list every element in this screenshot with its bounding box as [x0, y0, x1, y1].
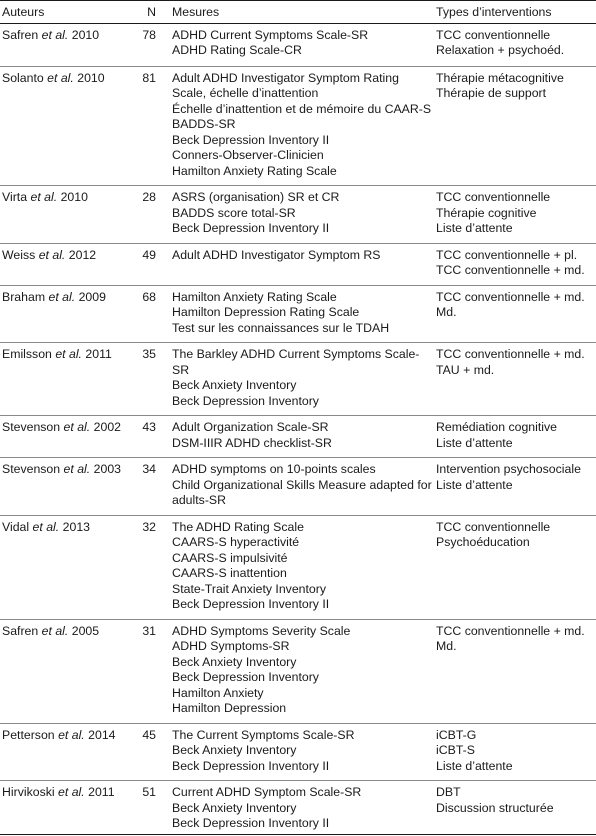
n-cell: 51	[136, 781, 170, 835]
types-cell	[434, 619, 596, 723]
header-n: N	[136, 1, 170, 24]
measure-item: ADHD Rating Scale-CR	[172, 43, 302, 57]
author-year: 2003	[93, 462, 121, 476]
header-types: Types d’interventions	[434, 1, 596, 24]
author-year: 2010	[71, 27, 100, 42]
measure-item: Hamilton Anxiety	[172, 685, 264, 700]
n-cell: 45	[136, 723, 170, 781]
author-etal: et al.	[63, 462, 91, 476]
author-name: Safren	[2, 623, 39, 638]
measures-cell	[170, 723, 434, 781]
measure-item: Current ADHD Symptom Scale-SR	[172, 785, 362, 799]
measure-item: CAARS-S impulsivité	[172, 550, 288, 565]
author-name: Petterson	[2, 727, 55, 742]
table-row	[0, 515, 596, 619]
measure-item: The ADHD Rating Scale	[172, 519, 304, 534]
author-etal: et al.	[32, 519, 60, 534]
measure-item: BADDS score total-SR	[172, 205, 296, 220]
measures-cell	[170, 416, 434, 458]
measures-cell	[170, 619, 434, 723]
intervention-type-item: Remédiation cognitive	[436, 420, 557, 434]
measures-cell	[170, 458, 434, 516]
measure-item: DSM-IIIR ADHD checklist-SR	[172, 435, 332, 450]
intervention-type-item: TCC conventionnelle	[436, 190, 551, 204]
author-year: 2014	[88, 727, 116, 742]
author-etal: et al.	[41, 27, 69, 42]
types-cell	[434, 23, 596, 66]
table-row	[0, 416, 596, 458]
types-cell	[434, 66, 596, 186]
n-cell: 28	[136, 186, 170, 244]
types-cell	[434, 515, 596, 619]
measure-item: Beck Anxiety Inventory	[172, 654, 297, 669]
measure-item: Beck Depression Inventory II	[172, 597, 330, 611]
intervention-type-item: TAU + md.	[436, 362, 495, 377]
author-cell	[0, 243, 136, 285]
types-cell	[434, 723, 596, 781]
author-name: Emilsson	[2, 347, 52, 361]
author-cell	[0, 23, 136, 66]
measure-item: Hamilton Depression Rating Scale	[172, 305, 360, 319]
n-cell: 49	[136, 243, 170, 285]
intervention-type-item: Thérapie métacognitive	[436, 70, 564, 85]
table-row	[0, 285, 596, 343]
n-cell: 43	[136, 416, 170, 458]
intervention-type-item: DBT	[436, 785, 461, 799]
author-etal: et al.	[58, 727, 85, 742]
table-row	[0, 619, 596, 723]
intervention-type-item: Thérapie cognitive	[436, 205, 537, 220]
measure-item: BADDS-SR	[172, 117, 236, 131]
table-row	[0, 66, 596, 186]
measure-item: Adult Organization Scale-SR	[172, 420, 329, 434]
author-cell	[0, 186, 136, 244]
measures-cell	[170, 781, 434, 835]
measure-item: ADHD symptoms on 10-points scales	[172, 462, 376, 476]
intervention-type-item: TCC conventionnelle + md.	[436, 347, 585, 361]
author-name: Hirvikoski	[2, 785, 55, 799]
measure-item: Beck Anxiety Inventory	[172, 743, 297, 757]
author-cell	[0, 416, 136, 458]
types-cell	[434, 458, 596, 516]
measure-item: Beck Depression Inventory	[172, 670, 319, 684]
author-cell	[0, 458, 136, 516]
measure-item: CAARS-S inattention	[172, 566, 287, 580]
table-row	[0, 186, 596, 244]
author-cell	[0, 619, 136, 723]
intervention-type-item: Md.	[436, 305, 457, 319]
author-year: 2013	[62, 519, 90, 534]
intervention-type-item: TCC conventionnelle + md.	[436, 289, 585, 304]
measure-item: Hamilton Anxiety Rating Scale	[172, 163, 337, 178]
intervention-type-item: iCBT-S	[436, 743, 475, 757]
intervention-type-item: Relaxation + psychoéd.	[436, 43, 565, 57]
measure-item: Test sur les connaissances sur le TDAH	[172, 320, 390, 335]
author-name: Stevenson	[2, 462, 61, 476]
measures-cell	[170, 243, 434, 285]
table-row	[0, 243, 596, 285]
types-cell	[434, 186, 596, 244]
intervention-type-item: Psychoéducation	[436, 535, 530, 549]
header-mesures: Mesures	[170, 1, 434, 24]
author-etal: et al.	[47, 70, 74, 85]
measure-item: Beck Depression Inventory II	[172, 758, 330, 773]
author-year: 2011	[85, 347, 112, 361]
n-cell: 35	[136, 343, 170, 416]
author-etal: et al.	[55, 347, 82, 361]
intervention-type-item: TCC conventionnelle + md.	[436, 263, 585, 277]
measure-item: Hamilton Anxiety Rating Scale	[172, 289, 337, 304]
author-year: 2002	[93, 420, 121, 434]
measure-item: Beck Anxiety Inventory	[172, 800, 297, 815]
measure-item: Adult ADHD Investigator Symptom Rating Scale, échelle d’inattention	[172, 70, 399, 100]
measure-item: Beck Depression Inventory	[172, 393, 319, 408]
n-cell: 31	[136, 619, 170, 723]
measure-item: Beck Depression Inventory II	[172, 132, 330, 147]
table-row	[0, 458, 596, 516]
measures-cell	[170, 23, 434, 66]
measure-item: Échelle d’inattention et de mémoire du CAAR-S	[172, 101, 432, 116]
author-name: Safren	[2, 27, 39, 42]
measure-item: The Barkley ADHD Current Symptoms Scale-SR	[172, 347, 420, 377]
measure-item: State-Trait Anxiety Inventory	[172, 581, 327, 596]
table-row	[0, 343, 596, 416]
author-name: Weiss	[2, 247, 36, 262]
measure-item: Beck Depression Inventory II	[172, 816, 330, 830]
table-row	[0, 723, 596, 781]
intervention-type-item: Md.	[436, 639, 457, 653]
author-cell	[0, 781, 136, 835]
measure-item: Adult ADHD Investigator Symptom RS	[172, 247, 381, 262]
n-cell: 34	[136, 458, 170, 516]
measure-item: CAARS-S hyperactivité	[172, 535, 300, 549]
intervention-type-item: TCC conventionnelle + md.	[436, 623, 585, 638]
types-cell	[434, 285, 596, 343]
intervention-type-item: TCC conventionnelle + pl.	[436, 247, 578, 262]
author-year: 2010	[77, 70, 105, 85]
table-body	[0, 23, 596, 834]
measures-cell	[170, 186, 434, 244]
n-cell: 32	[136, 515, 170, 619]
intervention-type-item: TCC conventionnelle	[436, 519, 551, 534]
table-row	[0, 23, 596, 66]
intervention-type-item: Discussion structurée	[436, 800, 554, 815]
measure-item: Child Organizational Skills Measure adapted for adults-SR	[172, 477, 432, 507]
measure-item: The Current Symptoms Scale-SR	[172, 727, 355, 742]
measure-item: ADHD Symptoms-SR	[172, 639, 290, 653]
author-etal: et al.	[38, 247, 66, 262]
types-cell	[434, 416, 596, 458]
author-cell	[0, 343, 136, 416]
types-cell	[434, 243, 596, 285]
measures-cell	[170, 285, 434, 343]
author-year: 2011	[88, 785, 115, 799]
measure-item: ADHD Current Symptoms Scale-SR	[172, 27, 369, 42]
intervention-type-item: Liste d’attente	[436, 435, 513, 450]
author-name: Stevenson	[2, 420, 61, 434]
author-name: Braham	[2, 289, 46, 304]
author-cell	[0, 66, 136, 186]
author-cell	[0, 723, 136, 781]
measure-item: ASRS (organisation) SR et CR	[172, 190, 340, 204]
intervention-type-item: iCBT-G	[436, 727, 477, 742]
measure-item: ADHD Symptoms Severity Scale	[172, 623, 351, 638]
author-etal: et al.	[30, 190, 58, 204]
author-etal: et al.	[41, 623, 69, 638]
header-row	[0, 1, 596, 24]
n-cell: 78	[136, 23, 170, 66]
types-cell	[434, 781, 596, 835]
author-etal: et al.	[63, 420, 91, 434]
author-year: 2012	[68, 247, 97, 262]
author-cell	[0, 285, 136, 343]
table-row	[0, 781, 596, 835]
measure-item: Hamilton Depression	[172, 701, 287, 715]
measures-cell	[170, 343, 434, 416]
measures-cell	[170, 66, 434, 186]
measure-item: Beck Depression Inventory II	[172, 221, 330, 235]
author-etal: et al.	[58, 785, 85, 799]
measure-item: Conners-Observer-Clinicien	[172, 148, 324, 162]
n-cell: 81	[136, 66, 170, 186]
author-name: Solanto	[2, 70, 44, 85]
header-auteurs: Auteurs	[0, 1, 136, 24]
types-cell	[434, 343, 596, 416]
author-cell	[0, 515, 136, 619]
author-etal: et al.	[48, 289, 76, 304]
intervention-type-item: Thérapie de support	[436, 86, 547, 100]
author-year: 2009	[78, 289, 106, 304]
measure-item: Beck Anxiety Inventory	[172, 378, 297, 392]
author-name: Vidal	[2, 519, 30, 534]
intervention-type-item: Liste d’attente	[436, 477, 513, 492]
author-name: Virta	[2, 190, 28, 204]
measures-cell	[170, 515, 434, 619]
intervention-type-item: Liste d’attente	[436, 758, 513, 773]
author-year: 2005	[71, 623, 100, 638]
author-year: 2010	[60, 190, 88, 204]
intervention-type-item: Liste d’attente	[436, 221, 513, 235]
intervention-type-item: TCC conventionnelle	[436, 27, 551, 42]
n-cell: 68	[136, 285, 170, 343]
intervention-type-item: Intervention psychosociale	[436, 462, 581, 476]
